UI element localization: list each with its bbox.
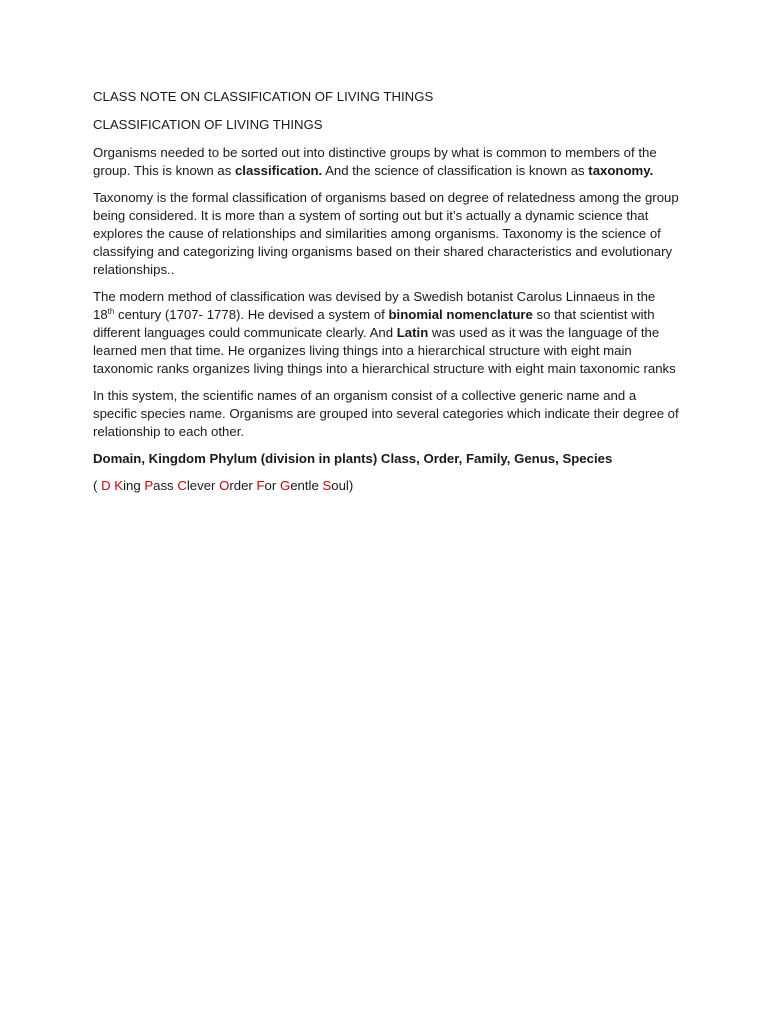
mnemonic-initial: O <box>219 478 230 493</box>
mnemonic-word-rest: ing <box>123 478 145 493</box>
paragraph-text: was used as it was the language of the learned men that time. He organizes living things into a hierarchical structure with eight main taxonomic ranks organizes living things into a hierarchical structure with eight main taxonomic ranks <box>93 325 676 376</box>
paragraph-text: so that scientist with different languages could communicate clearly. And <box>93 307 655 340</box>
document-heading: CLASS NOTE ON CLASSIFICATION OF LIVING THINGS <box>93 89 434 104</box>
paragraph-taxonomy: Taxonomy is the formal classification of organisms based on degree of relatedness among the group being considered. It is more than a system of sorting out but it’s actually a dynamic science that explores the cause of relationships and similarities among organisms. Taxonomy is the science of classifying and categorizing living organisms based on their shared characteristics and evolutionary relationships.. <box>93 190 679 277</box>
mnemonic-initial: P <box>144 478 154 493</box>
mnemonic-initial: K <box>114 478 124 493</box>
paragraph-naming-system: In this system, the scientific names of an organism consist of a collective generic name and a specific species name. Organisms are grouped into several categories which indicate their degree of relationship to each other. <box>93 388 679 439</box>
mnemonic-word-rest: oul <box>331 478 349 493</box>
paragraph-text: Organisms needed to be sorted out into distinctive groups by what is common to members of the group. This is known as <box>93 145 657 178</box>
paragraph-linnaeus <box>93 288 680 378</box>
mnemonic-initial: F <box>256 478 265 493</box>
ordinal-suffix: th <box>107 307 115 316</box>
taxonomic-ranks-text: Domain, Kingdom Phylum (division in plants) Class, Order, Family, Genus, Species <box>93 451 613 466</box>
mnemonic-word-rest: ass <box>153 478 178 493</box>
paragraph-classification-definition <box>93 144 680 180</box>
paragraph-text: century (1707- 1778). He devised a system of <box>114 307 389 322</box>
term-latin: Latin <box>396 325 429 340</box>
paragraph-text: And the science of classification is known as <box>322 163 589 178</box>
term-taxonomy: taxonomy. <box>588 163 654 178</box>
mnemonic-open: ( <box>93 478 102 493</box>
mnemonic-words <box>101 478 349 493</box>
mnemonic-word-rest: entle <box>290 478 323 493</box>
taxonomic-ranks <box>93 450 680 468</box>
mnemonic-word-rest: rder <box>229 478 257 493</box>
mnemonic-close: ) <box>348 478 354 493</box>
paragraph-text: The modern method of classification was devised by a Swedish botanist Carolus Linnaeus in the 18 <box>93 289 656 322</box>
mnemonic-word-rest: lever <box>186 478 220 493</box>
term-classification: classification. <box>234 163 323 178</box>
mnemonic-initial: D <box>101 478 111 493</box>
document-subheading: CLASSIFICATION OF LIVING THINGS <box>93 117 323 132</box>
mnemonic-initial: C <box>177 478 187 493</box>
term-binomial-nomenclature: binomial nomenclature <box>388 307 533 322</box>
mnemonic-initial: S <box>322 478 332 493</box>
mnemonic-initial: G <box>279 478 291 493</box>
mnemonic <box>93 477 680 495</box>
mnemonic-word-rest: or <box>264 478 280 493</box>
